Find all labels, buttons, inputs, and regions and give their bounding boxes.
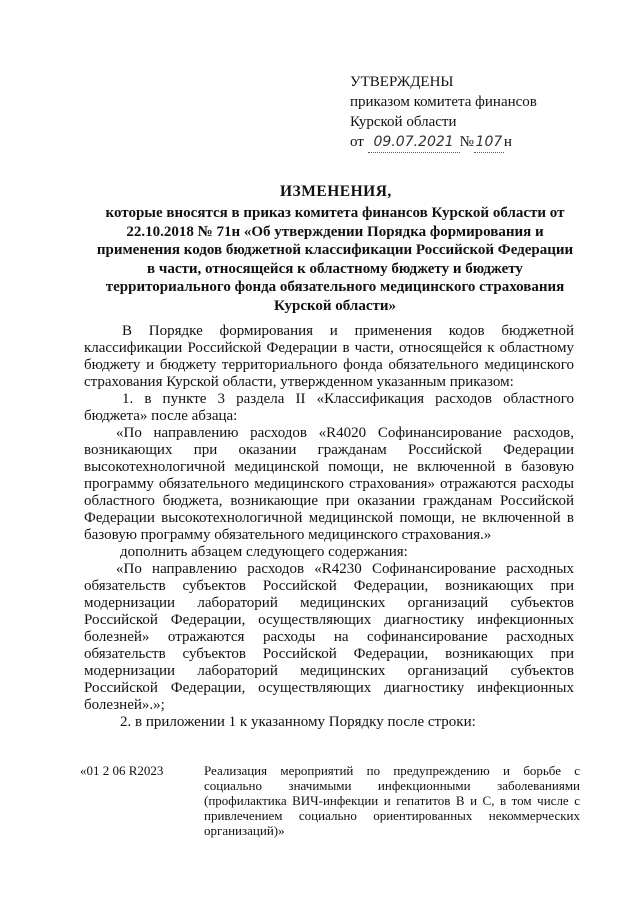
approval-line-region: Курской области bbox=[350, 114, 457, 130]
approval-stamp bbox=[350, 72, 537, 153]
approval-heading: УТВЕРЖДЕНЫ bbox=[350, 74, 454, 90]
approval-date-line bbox=[350, 132, 537, 153]
approval-suffix: н bbox=[503, 134, 512, 150]
paragraph-item-1: 1. в пункте 3 раздела II «Классификация расходов областного бюджета» после абзаца: bbox=[84, 391, 574, 424]
approval-from: от bbox=[350, 134, 364, 150]
paragraph-add-line: дополнить абзацем следующего содержания: bbox=[120, 544, 408, 560]
approval-number-sign: № bbox=[459, 134, 474, 150]
paragraph-quote-1: «По направлению расходов «R4020 Софинансирование расходов, возникающих при оказании гражданам Российской Федерации высокотехнологичной медицинской помощи, не включенной в базовую программу обязательного медицинского страхования» отражаются расходы областного бюджета, возникающие при оказании гражданам Российской Федерации высокотехнологичной медицинской помощи, не включенной в базовую программу обязательного медицинского страхования.» bbox=[84, 425, 574, 543]
document-title: ИЗМЕНЕНИЯ, bbox=[280, 183, 392, 200]
row-description: Реализация мероприятий по предупреждению и борьбе с социально значимыми инфекционными заболеваниями (профилактика ВИЧ-инфекции и гепатитов B и C, в том числе с привлечением социально ориентированных некоммерческих организаций)» bbox=[204, 763, 580, 838]
paragraph-quote-2: «По направлению расходов «R4230 Софинансирование расходных обязательств субъектов Российской Федерации, возникающих при модернизации лабораторий медицинских организаций субъектов Российской Федерации, осуществляющих диагностику инфекционных болезней» отражаются расходы на софинансирование расходных обязательств субъектов Российской Федерации, возникающих при модернизации лабораторий медицинских организаций субъектов Российской Федерации, осуществляющих диагностику инфекционных болезней».»; bbox=[84, 561, 574, 713]
approval-date: 09.07.2021 bbox=[368, 132, 460, 153]
approval-line-order: приказом комитета финансов bbox=[350, 94, 537, 110]
document-body bbox=[84, 323, 574, 731]
document-subtitle: которые вносятся в приказ комитета финансов Курской области от 22.10.2018 № 71н «Об утверждении Порядка формирования и применения кодов бюджетной классификации Российской Федерации в части, относящейся к областному бюджету и бюджету территориального фонда обязательного медицинского страхования Курской области» bbox=[96, 205, 574, 314]
paragraph-item-2: 2. в приложении 1 к указанному Порядку после строки: bbox=[120, 714, 476, 730]
row-code: «01 2 06 R2023 bbox=[80, 763, 164, 778]
approval-number: 107 bbox=[474, 132, 504, 153]
paragraph-intro: В Порядке формирования и применения кодов бюджетной классификации Российской Федерации в части, относящейся к областному бюджету и бюджету территориального фонда обязательного медицинского страхования Курской области, утвержденном указанным приказом: bbox=[84, 323, 574, 390]
